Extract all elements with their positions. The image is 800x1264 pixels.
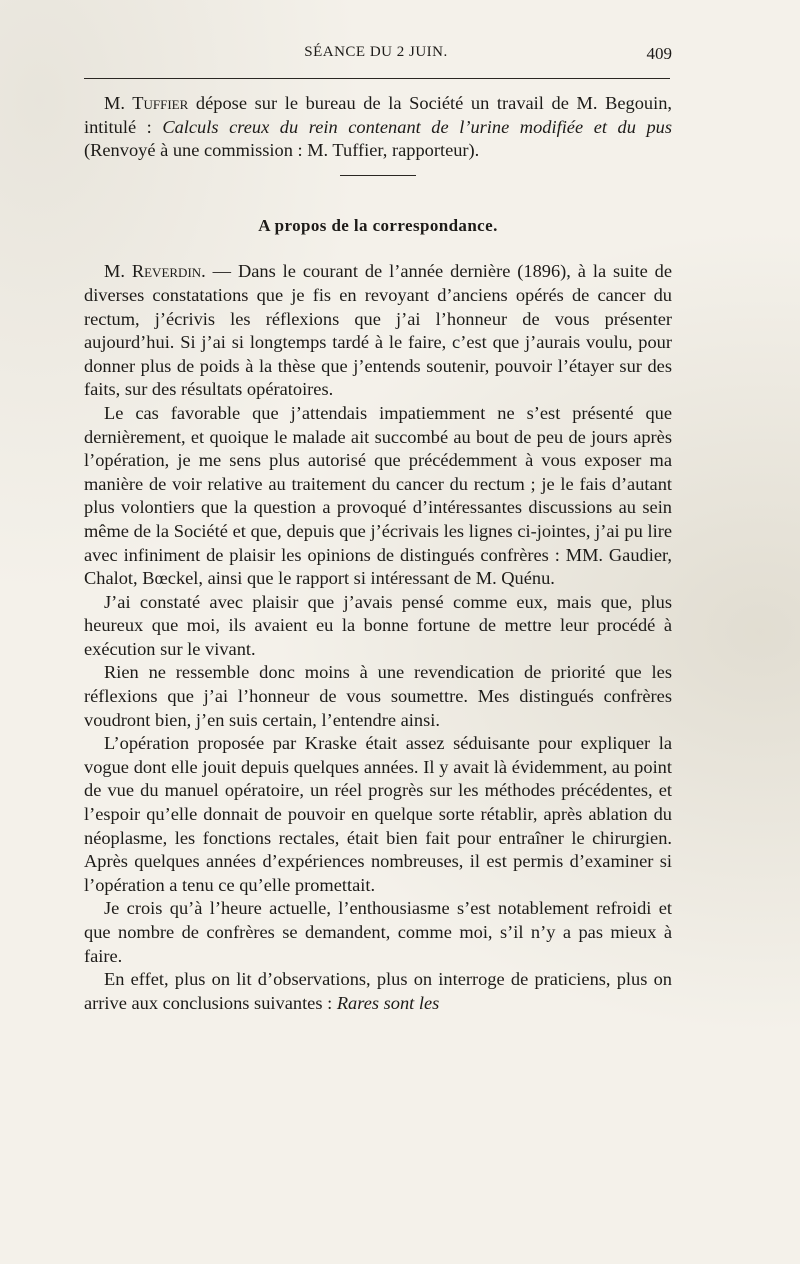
paragraph: Rien ne ressemble donc moins à une revendication de priorité que les réflexions que j’ai l’honneur de vous soumettre. Mes distingués confrères voudront bien, j’en suis certain, l’entendre ainsi. [84, 662, 672, 730]
paragraph: J’ai constaté avec plaisir que j’avais pensé comme eux, mais que, plus heureux que moi, ils avaient eu la bonne fortune de mettre leur procédé à exécution sur le vivant. [84, 591, 672, 659]
page-body [84, 92, 672, 1015]
paragraph: Je crois qu’à l’heure actuelle, l’enthousiasme s’est notablement refroidi et que nombre de confrères se demandent, comme moi, s’il n’y a pas mieux à faire. [84, 898, 672, 966]
paragraph-text: En effet, plus on lit d’observations, plus on interroge de praticiens, plus on arrive aux conclusions suivantes : [84, 969, 672, 1013]
paragraph-last [84, 968, 672, 1015]
paragraph-reverdin [84, 260, 672, 402]
speaker-name: M. Reverdin [104, 261, 202, 282]
paragraph: Le cas favorable que j’attendais impatiemment ne s’est présenté que dernièrement, et quoique le malade ait succombé au bout de peu de jours après l’opération, je me sens plus autorisé que précédemment à vous exposer ma manière de voir relative au traitement du cancer du rectum ; je le fais d’autant plus volontiers que la question a provoqué d’intéressantes discussions au sein même de la Société et que, depuis que j’écrivais les lignes ci-jointes, j’ai pu lire avec infiniment de plaisir les opinions de distingués confrères : MM. Gaudier, Chalot, Bœckel, ainsi que le rapport si intéressant de M. Quénu. [84, 402, 672, 589]
running-header [80, 44, 672, 72]
speaker-name: M. Tuffier [104, 93, 189, 113]
page-number: 409 [646, 44, 672, 63]
italic-text: Rares sont les [336, 992, 440, 1013]
running-title: SÉANCE DU 2 JUIN. [304, 44, 448, 60]
paragraph: L’opération proposée par Kraske était assez séduisante pour expliquer la vogue dont elle jouit depuis quelques années. Il y avait là évidemment, au point de vue du manuel opératoire, un réel progrès sur les méthodes précédentes, et l’espoir qu’elle donnait de pouvoir en quelque sorte rétablir, après ablation du néoplasme, les fonctions rectales, était bien fait pour entraîner le chirurgien. Après quelques années d’expériences nombreuses, il est permis d’examiner si l’opération a tenu ce qu’elle promettait. [84, 733, 672, 895]
paragraph-text: . — Dans le courant de l’année dernière (1896), à la suite de diverses constatations que je fis en revoyant d’anciens opérés de cancer du rectum, j’écrivis les réflexions que j’ai l’honneur de vous présenter aujourd’hui. Si j’ai si longtemps tardé à le faire, c’est que j’aurais voulu, pour donner plus de poids à la thèse que j’entends soutenir, pouvoir l’étayer sur des faits, sur des résultats opératoires. [84, 261, 672, 400]
section-heading: A propos de la correspondance. [258, 215, 498, 235]
paragraph-text: dépose sur le bureau de la Société un travail de M. Begouin, intitulé : [84, 93, 673, 137]
paragraph-tuffier [84, 92, 672, 163]
work-title: Calculs creux du rein contenant de l’urine modifiée et du pus [162, 116, 673, 137]
header-rule [84, 78, 670, 79]
paragraph-text: (Renvoyé à une commission : M. Tuffier, rapporteur). [84, 140, 480, 161]
section-separator [340, 175, 416, 176]
